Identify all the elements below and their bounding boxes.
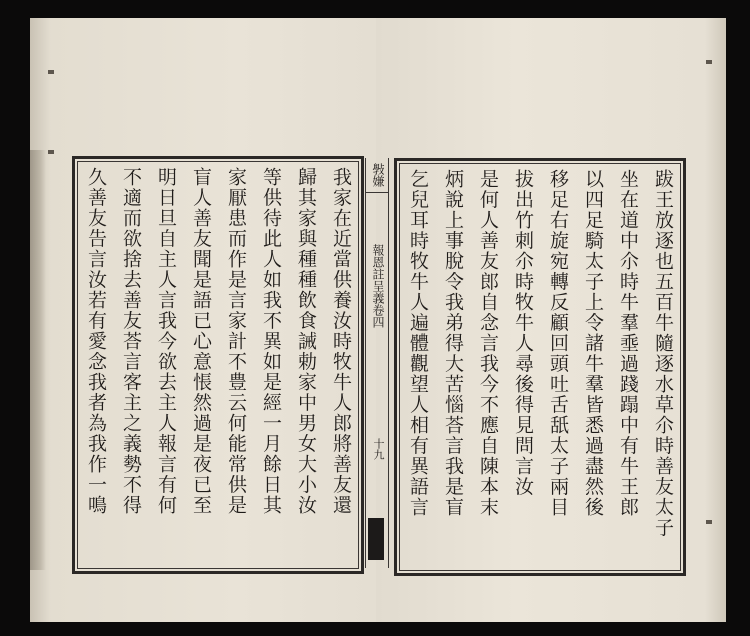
text-column: 跋王放逐也五百牛隨逐水草尒時善友太子 — [652, 169, 674, 538]
right-text-columns — [403, 169, 677, 565]
text-column: 坐在道中尒時牛羣埀過踐蹋中有牛王郎 — [617, 169, 639, 518]
fold-page-number: 十九 — [372, 438, 385, 460]
binding-hole — [48, 70, 54, 74]
text-column: 我家在近當供養汝時牧牛人郎將善友還 — [330, 167, 352, 516]
text-column: 盲人善友聞是語已心意悵然過是夜已至 — [190, 167, 212, 516]
text-column: 等供待此人如我不異如是經一月餘日其 — [260, 167, 282, 516]
text-column: 歸其家與種種飲食誡勅家中男女大小汝 — [295, 167, 317, 516]
text-column: 以四足騎太子上令諸牛羣皆悉過盡然後 — [582, 169, 604, 518]
text-column: 久善友告言汝若有愛念我者為我作一鳴 — [85, 167, 107, 516]
fold-title: 報恩註呈義卷四 — [371, 244, 385, 328]
text-column: 炳說上事脫令我弟得大苦惱荅言我是盲 — [442, 169, 464, 518]
text-column: 拔出竹刺尒時牧牛人尋後得見問言汝 — [512, 169, 534, 497]
text-column: 是何人善友郎自念言我今不應自陳本末 — [477, 169, 499, 518]
text-column: 乞兒耳時牧牛人遍體觀望人相有異語言 — [407, 169, 429, 518]
left-text-frame — [72, 156, 364, 574]
text-column: 家厭患而作是言家計不豊云何能常供是 — [225, 167, 247, 516]
fold-top-label: 斅嫌 — [366, 158, 388, 193]
fold-black-block — [368, 518, 384, 560]
right-text-frame — [394, 158, 686, 576]
page-stain — [30, 150, 46, 570]
binding-hole — [706, 60, 712, 64]
binding-hole — [706, 520, 712, 524]
left-text-columns — [81, 167, 355, 563]
text-column: 不適而欲捨去善友荅言客主之義勢不得 — [120, 167, 142, 516]
text-column: 移足右旋宛轉反顧回頭吐舌舐太子兩目 — [547, 169, 569, 518]
binding-hole — [48, 150, 54, 154]
center-fold — [365, 158, 389, 568]
text-column: 明日旦自主人言我今欲去主人報言有何 — [155, 167, 177, 516]
